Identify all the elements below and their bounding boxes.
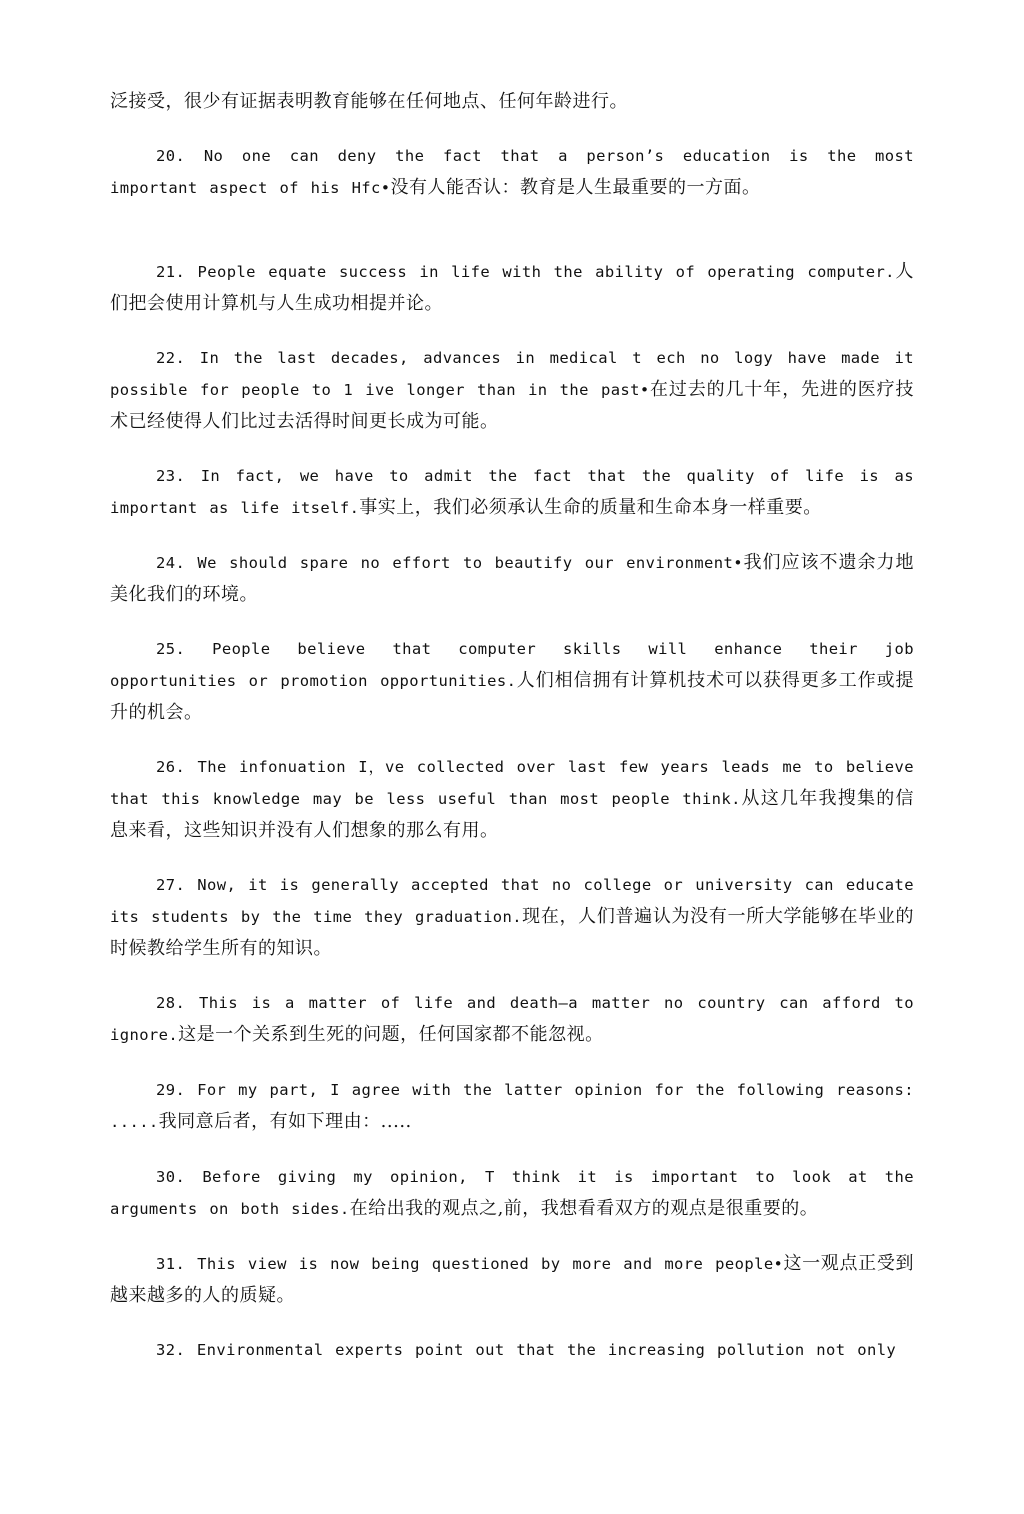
document-page	[110, 86, 914, 1389]
paragraph-chinese: 人们把会使用计算机与人生成功相提并论。	[110, 261, 915, 314]
paragraph-english: 27. Now, it is generally accepted that no college or university can educate its students by the time they graduation.	[110, 876, 914, 926]
paragraph-english: 23. In fact, we have to admit the fact that the quality of life is as important as life itself.	[110, 467, 914, 517]
paragraph-28	[110, 987, 914, 1051]
paragraph-english: 24. We should spare no effort to beautify our environment•	[156, 554, 743, 572]
paragraph-english: 30. Before giving my opinion, T think it is important to look at the arguments on both sides.	[110, 1168, 914, 1218]
paragraph-chinese: 这是一个关系到生死的问题，任何国家都不能忽视。	[178, 1024, 604, 1045]
paragraph-chinese: 事实上，我们必须承认生命的质量和生命本身一样重要。	[359, 497, 822, 518]
paragraph-chinese: 没有人能否认：教育是人生最重要的一方面。	[390, 177, 761, 198]
paragraph-25	[110, 633, 914, 728]
paragraph-english: 26. The infonuation I，ve collected over last few years leads me to believe that this knowledge may be less useful than most people think.	[110, 758, 914, 808]
paragraph-chinese: 现在，人们普遍认为没有一所大学能够在毕业的时候教给学生所有的知识。	[110, 906, 914, 959]
paragraph-31	[110, 1248, 914, 1311]
paragraph-chinese: 我们应该不遗余力地美化我们的环境。	[110, 552, 914, 605]
paragraph-22	[110, 342, 914, 437]
paragraph-english: 20. No one can deny the fact that a person’s education is the most important aspect of his Hfc•	[110, 147, 914, 197]
paragraph-chinese: 这一观点正受到越来越多的人的质疑。	[110, 1253, 914, 1306]
paragraph-chinese: 我同意后者，有如下理由：.....	[158, 1111, 412, 1132]
paragraph-english: 28. This is a matter of life and death—a matter no country can afford to ignore.	[110, 994, 914, 1044]
paragraph-29	[110, 1074, 914, 1138]
paragraph-chinese: 从这几年我搜集的信息来看，这些知识并没有人们想象的那么有用。	[110, 788, 915, 841]
paragraph-english: 21. People equate success in life with the ability of operating computer.	[156, 263, 895, 281]
paragraph-32	[110, 1334, 914, 1366]
paragraph-23	[110, 460, 914, 524]
paragraph-24	[110, 547, 914, 610]
paragraph-continuation	[110, 86, 914, 117]
paragraph-20	[110, 140, 914, 204]
paragraph-30	[110, 1161, 914, 1225]
paragraph-english: 25. People believe that computer skills will enhance their job opportunities or promotion opportunities.	[110, 640, 914, 690]
paragraph-english: 32. Environmental experts point out that the increasing pollution not only	[156, 1341, 897, 1359]
paragraph-chinese: 泛接受，很少有证据表明教育能够在任何地点、任何年龄进行。	[110, 91, 628, 112]
paragraph-chinese: 人们相信拥有计算机技术可以获得更多工作或提升的机会。	[110, 670, 914, 723]
paragraph-27	[110, 869, 914, 964]
paragraph-21	[110, 256, 914, 319]
paragraph-chinese: 在过去的几十年，先进的医疗技术已经使得人们比过去活得时间更长成为可能。	[110, 379, 914, 432]
paragraph-chinese: 在给出我的观点之,前，我想看看双方的观点是很重要的。	[349, 1198, 819, 1219]
paragraph-english: 29. For my part, I agree with the latter opinion for the following reasons: .....	[110, 1081, 914, 1131]
paragraph-english: 22. In the last decades, advances in medical t ech no logy have made it possible for people to 1 ive longer than in the past•	[110, 349, 914, 399]
paragraph-26	[110, 751, 914, 846]
paragraph-english: 31. This view is now being questioned by more and more people•	[156, 1255, 784, 1273]
